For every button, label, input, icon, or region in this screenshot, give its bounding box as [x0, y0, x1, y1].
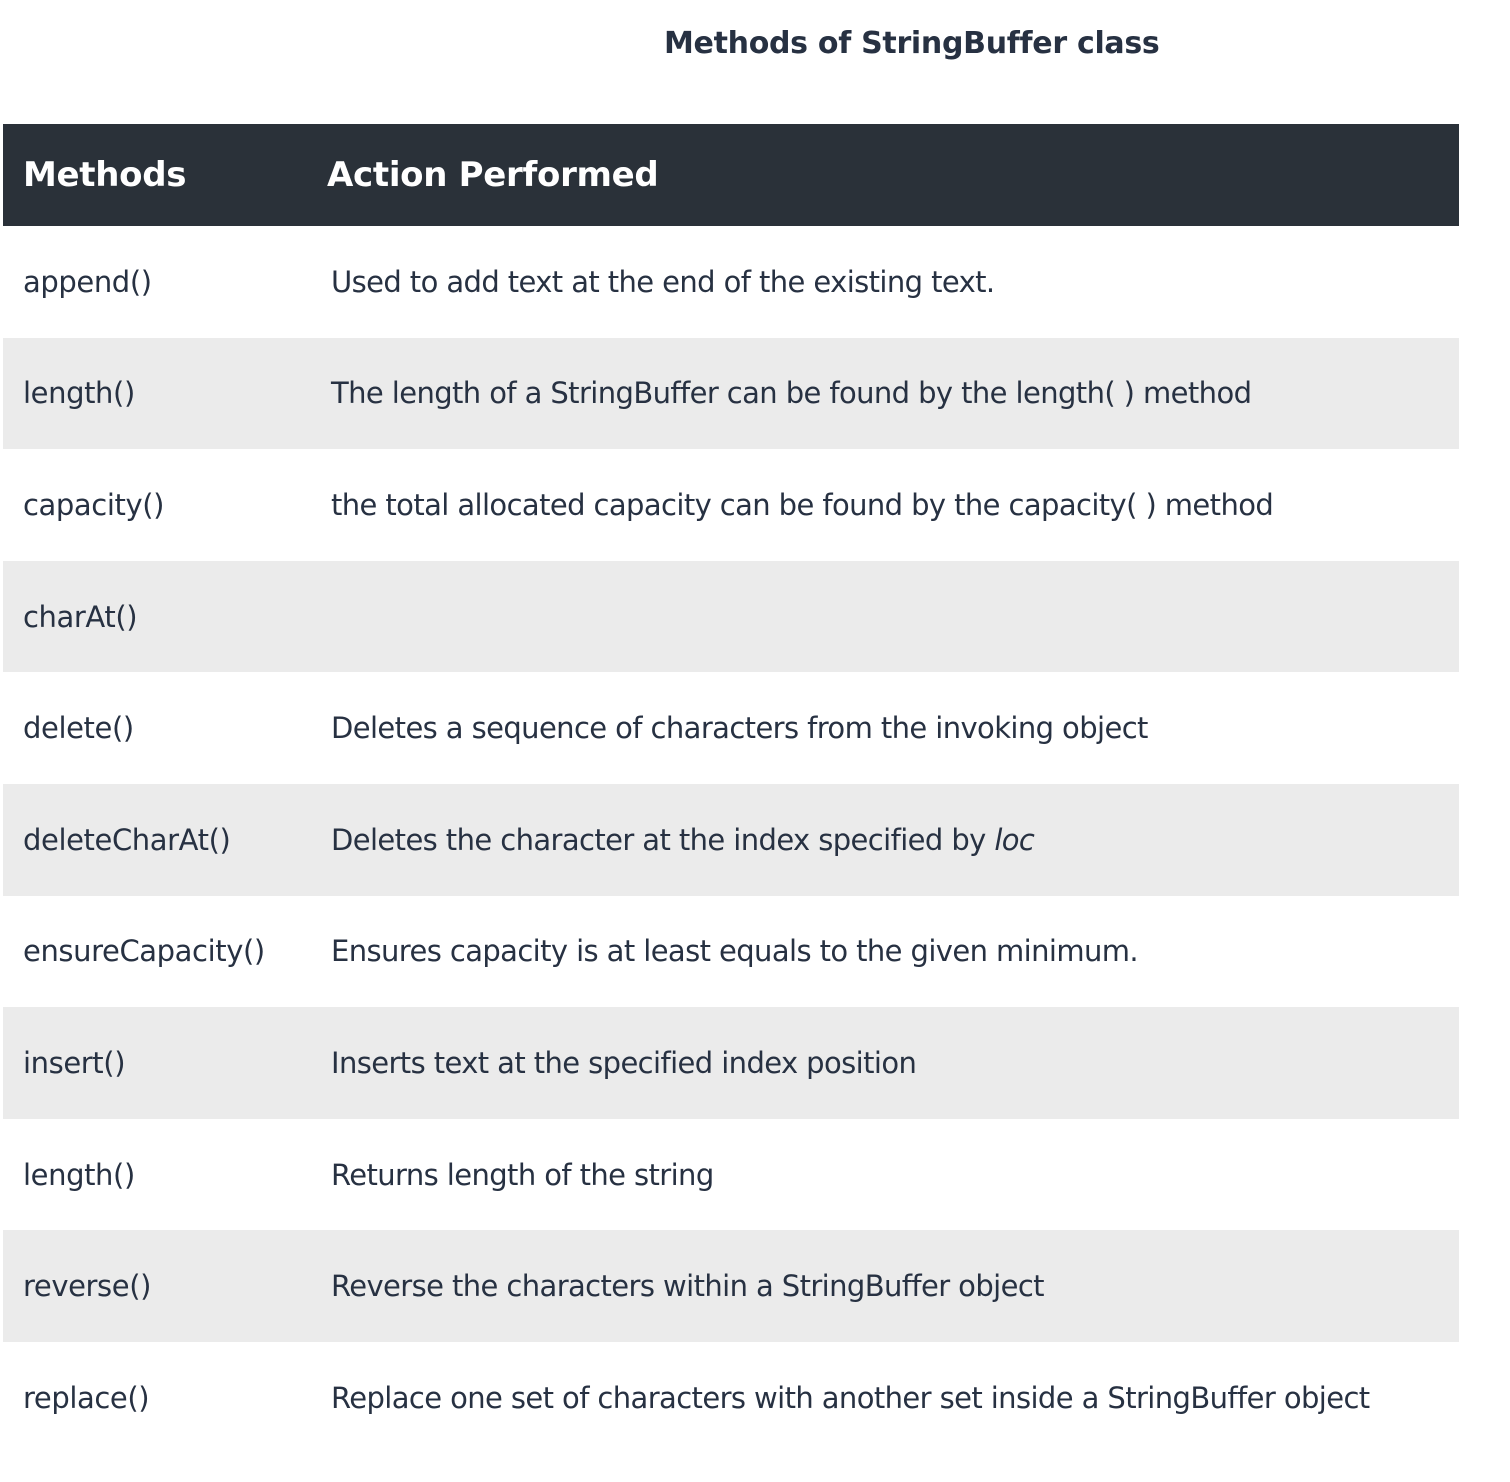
header-action-performed: Action Performed [327, 155, 659, 195]
action-text: Ensures capacity is at least equals to the given minimum. [331, 934, 1139, 969]
table-row [3, 449, 1459, 561]
action-text: Reverse the characters within a StringBuffer object [331, 1269, 1044, 1304]
action-cell [307, 338, 1459, 450]
table-caption: Methods of StringBuffer class [664, 26, 1160, 61]
action-text: Replace one set of characters with another set inside a StringBuffer object [331, 1380, 1370, 1415]
method-cell: replace() [23, 1380, 150, 1415]
table-row [3, 338, 1459, 450]
action-text: Inserts text at the specified index position [331, 1045, 917, 1080]
action-cell [307, 784, 1459, 896]
action-cell [307, 449, 1459, 561]
action-cell [307, 1119, 1459, 1231]
action-text: Returns length of the string [331, 1157, 714, 1192]
action-cell [307, 896, 1459, 1008]
methods-table [3, 124, 1459, 1454]
method-cell: length() [23, 376, 135, 411]
table-row [3, 561, 1459, 673]
table-row [3, 784, 1459, 896]
method-cell: ensureCapacity() [23, 934, 265, 969]
method-cell: reverse() [23, 1269, 152, 1304]
action-text: the total allocated capacity can be found by the capacity( ) method [331, 487, 1274, 522]
table-row [3, 226, 1459, 338]
table-row [3, 896, 1459, 1008]
table-row [3, 672, 1459, 784]
table-row [3, 1007, 1459, 1119]
action-cell [307, 226, 1459, 338]
action-text: Deletes the character at the index specified by [331, 822, 995, 857]
action-text: Used to add text at the end of the existing text. [331, 264, 995, 299]
method-cell: deleteCharAt() [23, 822, 231, 857]
method-cell: length() [23, 1157, 135, 1192]
table-body [3, 226, 1459, 1454]
action-cell [307, 1007, 1459, 1119]
header-row [3, 124, 1459, 226]
action-text: Deletes a sequence of characters from the invoking object [331, 711, 1148, 746]
table-row [3, 1342, 1459, 1454]
action-cell [307, 1230, 1459, 1342]
action-text: The length of a StringBuffer can be found by the length( ) method [331, 376, 1252, 411]
table-header [3, 124, 1459, 226]
method-cell: delete() [23, 711, 134, 746]
method-cell: capacity() [23, 487, 165, 522]
header-methods: Methods [23, 155, 187, 195]
table-row [3, 1230, 1459, 1342]
method-cell: charAt() [23, 599, 138, 634]
table-row [3, 1119, 1459, 1231]
action-cell [307, 1342, 1459, 1454]
method-cell: insert() [23, 1045, 126, 1080]
action-cell [307, 561, 1459, 673]
method-cell: append() [23, 264, 152, 299]
action-param: loc [994, 822, 1035, 857]
action-cell [307, 672, 1459, 784]
